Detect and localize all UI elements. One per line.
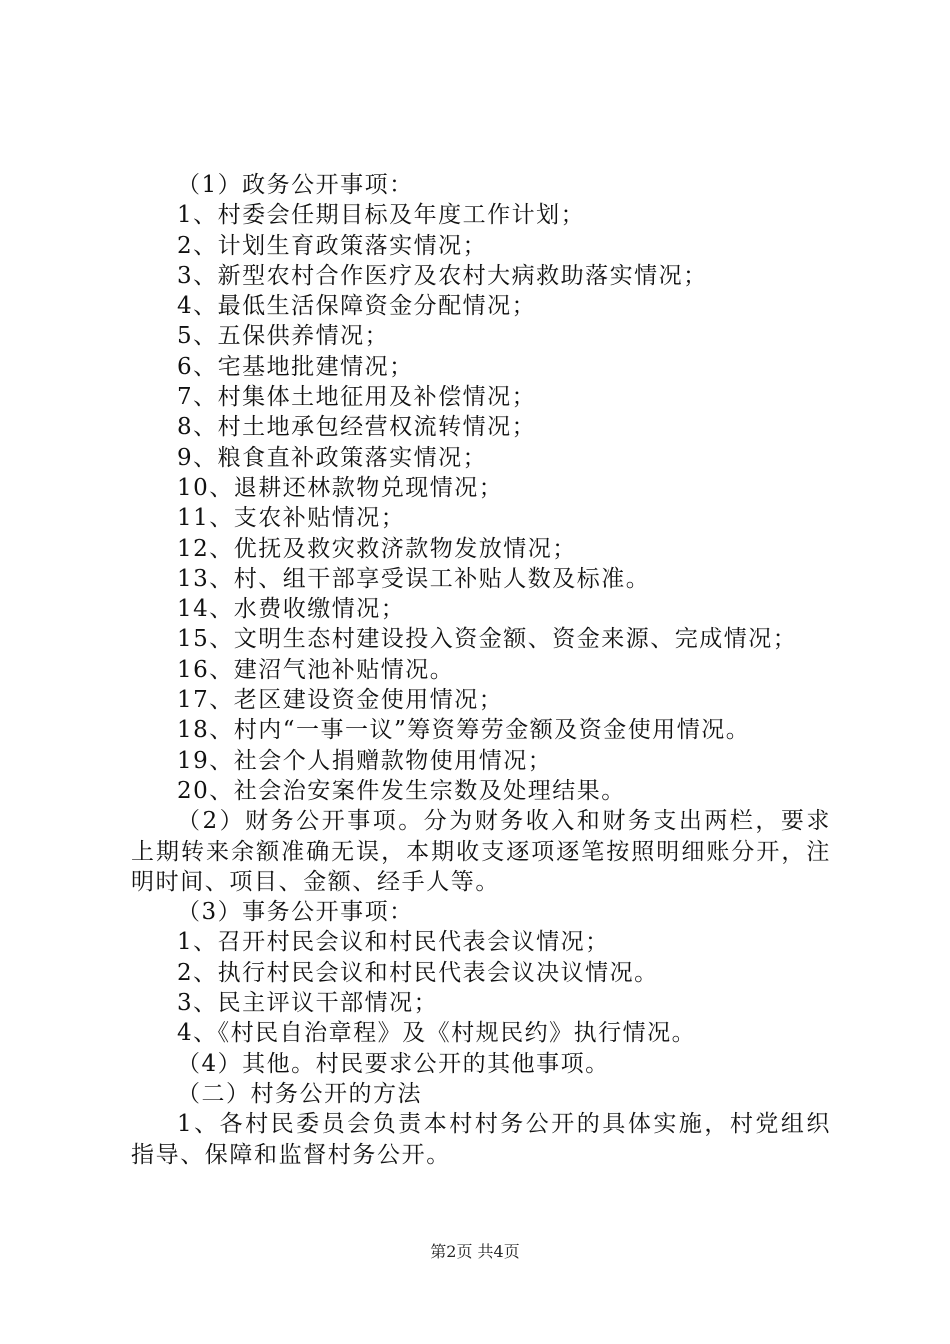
list-item: 5、五保供养情况； (177, 323, 390, 350)
list-item: 15、文明生态村建设投入资金额、资金来源、完成情况； (177, 626, 798, 653)
list-item: 2、执行村民会议和村民代表会议决议情况。 (177, 959, 659, 986)
section-heading-methods: （二）村务公开的方法 (177, 1080, 422, 1107)
section-heading-other: （4）其他。村民要求公开的其他事项。 (177, 1050, 610, 1077)
list-item: 17、老区建设资金使用情况； (177, 687, 504, 714)
finance-paragraph: （2）财务公开事项。分为财务收入和财务支出两栏，要求上期转来余额准确无误，本期收支逐项逐笔按照明细账分开，注明时间、项目、金额、经手人等。 (131, 808, 831, 895)
section-heading-government-affairs: （1）政务公开事项： (177, 172, 414, 198)
list-item: 18、村内“一事一议”筹资筹劳金额及资金使用情况。 (177, 717, 751, 744)
document-body (131, 170, 831, 1170)
list-item: 12、优抚及救灾救济款物发放情况； (177, 535, 577, 562)
list-item: 11、支农补贴情况； (177, 505, 406, 532)
list-item: 3、新型农村合作医疗及农村大病救助落实情况； (177, 262, 708, 289)
section-heading-affairs: （3）事务公开事项： (177, 899, 414, 926)
list-item: 10、退耕还林款物兑现情况； (177, 474, 504, 501)
list-item: 4、《村民自治章程》及《村规民约》执行情况。 (177, 1020, 697, 1047)
list-item: 13、村、组干部享受误工补贴人数及标准。 (177, 565, 651, 592)
list-item: 19、社会个人捐赠款物使用情况； (177, 747, 553, 774)
list-item: 16、建沼气池补贴情况。 (177, 656, 455, 683)
method-paragraph: 1、各村民委员会负责本村村务公开的具体实施，村党组织指导、保障和监督村务公开。 (131, 1111, 831, 1168)
list-item: 8、村土地承包经营权流转情况； (177, 414, 537, 441)
list-item: 4、最低生活保障资金分配情况； (177, 293, 537, 320)
list-item: 2、计划生育政策落实情况； (177, 232, 488, 259)
list-item: 1、村委会任期目标及年度工作计划； (177, 202, 586, 229)
list-item: 14、水费收缴情况； (177, 596, 406, 623)
list-item: 7、村集体土地征用及补偿情况； (177, 384, 537, 411)
list-item: 3、民主评议干部情况； (177, 990, 439, 1017)
list-item: 9、粮食直补政策落实情况； (177, 444, 488, 471)
list-item: 20、社会治安案件发生宗数及处理结果。 (177, 777, 626, 804)
page-number-footer: 第2页 共4页 (430, 1242, 520, 1261)
list-item: 6、宅基地批建情况； (177, 353, 414, 380)
list-item: 1、召开村民会议和村民代表会议情况； (177, 929, 610, 956)
